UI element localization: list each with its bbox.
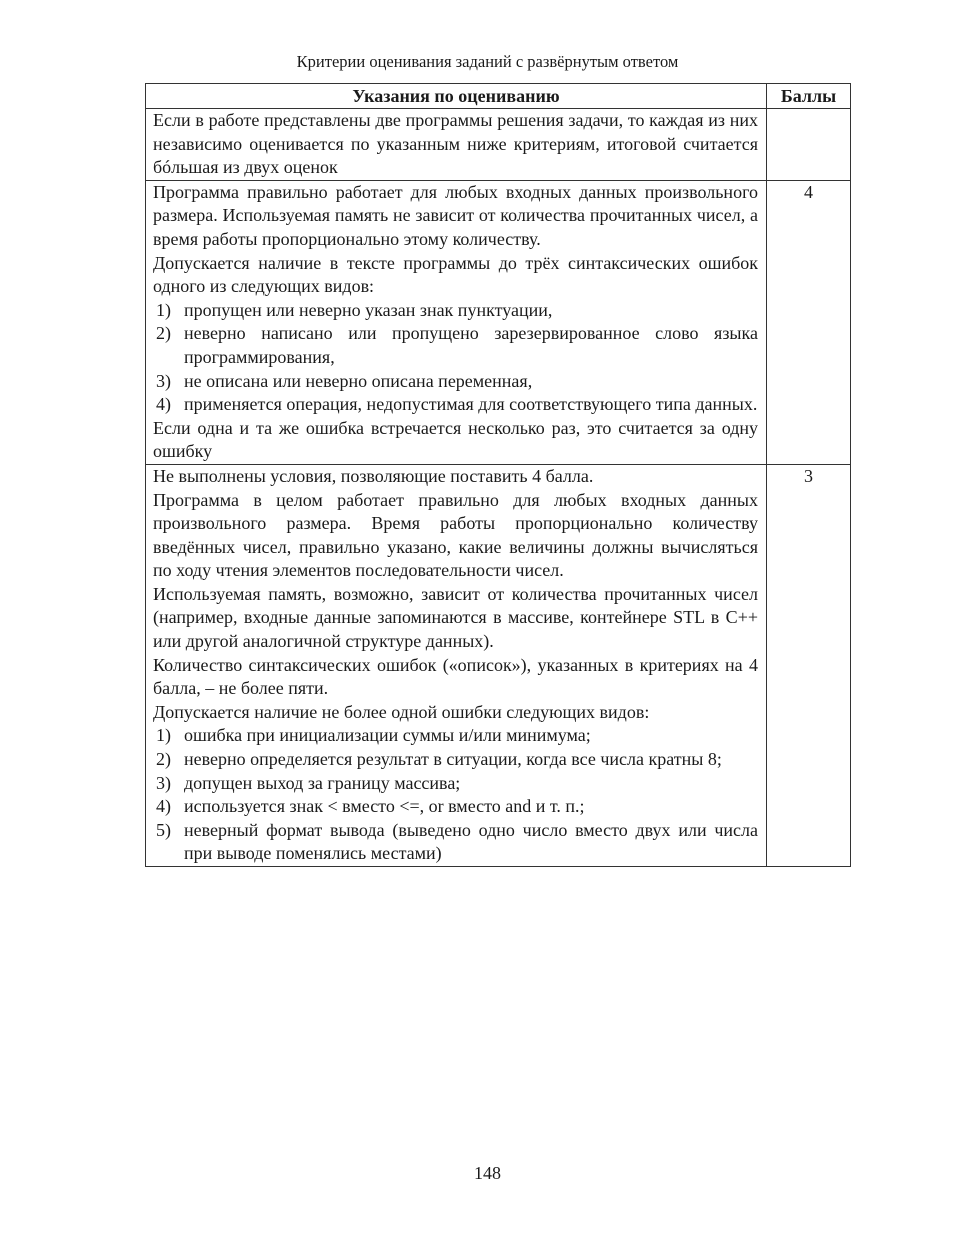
score-cell: 3: [767, 464, 851, 866]
list-item-number: 4): [156, 796, 171, 817]
criteria-cell: [146, 109, 767, 181]
list-item: [153, 819, 758, 866]
criteria-cell: [146, 464, 767, 866]
criteria-paragraph: Допускается наличие в тексте программы до трёх синтаксических ошибок одного из следующих видов:: [153, 252, 758, 297]
criteria-paragraph: Количество синтаксических ошибок («описок»), указанных в критериях на 4 балла, – не более пяти.: [153, 654, 758, 699]
criteria-paragraph: Программа в целом работает правильно для любых входных данных произвольного размера. Время работы пропорционально количеству введённых чисел, правильно указано, какие величины должны вычисляться по ходу чтения элементов последовательности чисел.: [153, 489, 758, 581]
column-header-instructions: Указания по оцениванию: [146, 84, 767, 109]
criteria-paragraph: Если в работе представлены две программы решения задачи, то каждая из них независимо оценивается по указанным ниже критериям, итоговой считается бóльшая из двух оценок: [153, 110, 758, 178]
criteria-paragraph: Программа правильно работает для любых входных данных произвольного размера. Используемая память не зависит от количества прочитанных чисел, а время работы пропорционально этому количеству.: [153, 181, 758, 249]
score-cell: [767, 109, 851, 181]
column-header-points: Баллы: [767, 84, 851, 109]
running-header: Критерии оценивания заданий с развёрнутым ответом: [296, 52, 679, 71]
list-item-text: не описана или неверно описана переменная,: [184, 370, 533, 391]
list-item-text: неверно определяется результат в ситуации, когда все числа кратны 8;: [184, 749, 722, 770]
list-item: [153, 370, 758, 394]
criteria-cell: [146, 180, 767, 464]
list-item: [153, 772, 758, 796]
error-list: [153, 724, 758, 866]
list-item-number: 3): [156, 772, 171, 793]
list-item-text: неверный формат вывода (выведено одно число вместо двух или числа при выводе поменялись местами): [184, 819, 758, 864]
list-item-number: 1): [156, 725, 171, 746]
error-list: [153, 299, 758, 417]
list-item-number: 2): [156, 323, 171, 344]
list-item: [153, 299, 758, 323]
criteria-paragraph: Не выполнены условия, позволяющие поставить 4 балла.: [153, 465, 594, 486]
list-item-text: неверно написано или пропущено зарезервированное слово языка программирования,: [184, 323, 758, 367]
criteria-paragraph: Если одна и та же ошибка встречается несколько раз, это считается за одну ошибку: [153, 417, 758, 462]
list-item-number: 4): [156, 394, 171, 415]
list-item-text: пропущен или неверно указан знак пунктуации,: [184, 299, 553, 320]
list-item-number: 1): [156, 299, 171, 320]
table-row: [146, 180, 851, 464]
list-item-number: 3): [156, 370, 171, 391]
criteria-paragraph: Допускается наличие не более одной ошибки следующих видов:: [153, 701, 650, 722]
list-item: [153, 724, 758, 748]
grading-criteria-table: [145, 83, 851, 867]
table-row: [146, 109, 851, 181]
list-item-text: ошибка при инициализации суммы и/или минимума;: [184, 725, 591, 746]
list-item: [153, 795, 758, 819]
list-item: [153, 393, 758, 417]
list-item: [153, 748, 758, 772]
table-row: [146, 464, 851, 866]
list-item: [153, 322, 758, 369]
list-item-text: допущен выход за границу массива;: [184, 772, 461, 793]
criteria-paragraph: Используемая память, возможно, зависит от количества прочитанных чисел (например, входные данные запоминаются в массиве, контейнере STL в C++ или другой аналогичной структуре данных).: [153, 583, 758, 652]
score-cell: 4: [767, 180, 851, 464]
list-item-number: 5): [156, 819, 171, 840]
page-number: 148: [474, 1163, 501, 1183]
list-item-text: используется знак < вместо <=, or вместо and и т. п.;: [184, 796, 585, 817]
list-item-number: 2): [156, 749, 171, 770]
table-header-row: [146, 84, 851, 109]
list-item-text: применяется операция, недопустимая для соответствующего типа данных.: [184, 394, 758, 415]
